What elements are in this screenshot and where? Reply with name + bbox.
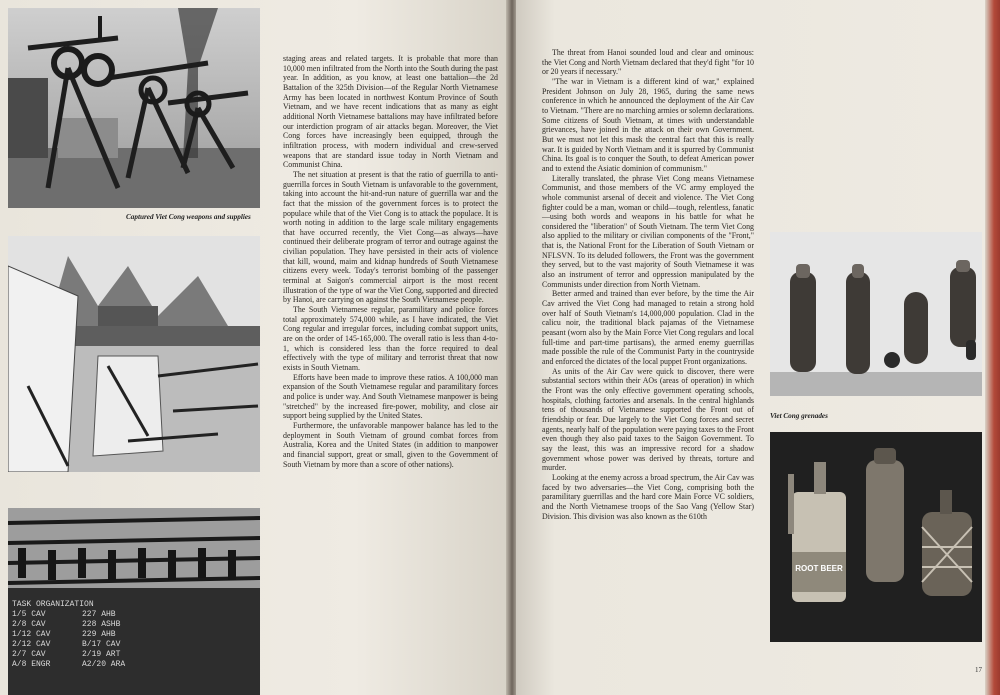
photo-viet-cong-grenades-top (770, 232, 982, 396)
paragraph: staging areas and related targets. It is probable that more than 10,000 men infiltrated from the North into the South during the past year. In addition, as you know, at least one battalion—the 2d Battalion of the 325th Division—of the Regular North Vietnamese Army has been located in northwest Kontum Province of South Vietnam, and we have recent indications that as many as eight additional North Vietnamese battalions may have infiltrated before our interdiction program of air attacks began. Moreover, the Viet Cong forces have increasingly been equipped, through the infiltration process, with modern individual and crew-served weapons that are standard issue today in North Vietnam and Communist China. (283, 54, 498, 170)
can-grenades-image (770, 432, 982, 642)
paragraph: The net situation at present is that the ratio of guerrilla to anti-guerrilla forces in South Vietnam is unfavorable to the government, taking into account the hit-and-run nature of guerrilla war and the fact that the mission of the government forces is to protect the populace while that of the Viet Cong is to attack the populace. It is worth noting in addition to the large scale military engagements that have occurred recently, the Viet Cong—as always—have continued their deliberate program of terror and outrage against the civilian population. They have persisted in their acts of violence that kill, wound, maim and kidnap hundreds of South Vietnamese citizens every week. Today's terrorist bombing of the passenger terminal at Saigon's commercial airport is the most recent illustration of the type of war the Viet Cong, supported and directed by Hanoi, are carrying on against the South Vietnamese people. (283, 169, 498, 305)
caption-viet-cong-grenades: Viet Cong grenades (770, 412, 828, 420)
board-unit: 1/5 CAV (12, 610, 46, 619)
left-text-column (283, 54, 498, 469)
right-text-column (542, 48, 754, 521)
board-unit: 1/12 CAV (12, 630, 51, 639)
stick-grenades-image (770, 232, 982, 396)
book-cover-edge (985, 0, 1000, 695)
board-unit: B/17 CAV (82, 640, 121, 649)
board-unit: 2/8 CAV (12, 620, 46, 629)
paragraph: Efforts have been made to improve these ratios. A 100,000 man expansion of the South Vietnamese regular and paramilitary forces and police is under way. And South Vietnamese manpower is being "stretched" by the increased fire-power, mobility, and close air support being supplied by the United States. (283, 372, 498, 421)
task-org-board-text (12, 600, 212, 670)
board-unit: 227 AHB (82, 610, 116, 619)
caption-captured-weapons: Captured Viet Cong weapons and supplies (126, 213, 251, 221)
right-page (516, 0, 1000, 695)
machine-guns-image (8, 8, 260, 208)
root-beer-can-label: ROOT BEER (795, 564, 843, 573)
board-unit: 228 ASHB (82, 620, 121, 629)
photo-task-organization-board (8, 508, 260, 695)
page-number: 17 (975, 666, 982, 674)
paragraph: The South Vietnamese regular, paramilitary and police forces total approximately 574,000 while, as I have indicated, the Viet Cong regular and irregular forces, including combat support units, are on the order of 145-165,000. The overall ratio is less than 4-to-1, which is considered less than the force required to deal effectively with the type of military and terrorist threat that now exists in South Vietnam. (283, 305, 498, 372)
board-unit: 2/12 CAV (12, 640, 51, 649)
board-unit: 2/7 CAV (12, 650, 46, 659)
paragraph: Better armed and trained than ever before, by the time the Air Cav arrived the Viet Cong had managed to retain a strong hold over half of South Vietnam's 14,000,000 population. Clad in the calicu noir, the traditional black pajamas of the Vietnamese peasant (worn also by the Main Force Viet Cong regulars and local full-time and part-time partisans), the armed enemy guerrillas made possible the rule of the Communist Party in the countryside and enforced the dictates of the local puppet Front organizations. (542, 289, 754, 366)
board-unit: A/8 ENGR (12, 660, 51, 669)
paragraph: As units of the Air Cav were quick to discover, there were substantial sectors within their AOs (areas of operation) in which the Front was the only effective government operating schools, hospitals, clothing factories and arsenals. In the central highlands tens of thousands of Vietnamese supported the Front out of friendship or fear. Due largely to the Viet Cong forces and secret agents, nearly half of the population were paying taxes to the Front even though they also paid taxes to the Saigon Government. To say the least, this was an impressive record for a shadow government whose power was derived by threats, torture and murder. (542, 366, 754, 473)
paragraph: Literally translated, the phrase Viet Cong means Vietnamese Communist, and those members of the VC army employed the whole communist arsenal of deceit and violence. The Viet Cong fighter could be a man, woman or child—tough, relentless, fanatic—using both words and weapons in his battle for what he considered the "liberation" of South Vietnam. The term Viet Cong also applied to the military or civilian components of the "Front," that is, the National Front for the Liberation of South Vietnam or NFLSVN. To its deluded followers, the Front was the government they served, but to the vast majority of South Vietnamese it was also an instrument of terror and oppression manipulated by the Communists under direction from North Vietnam. (542, 173, 754, 289)
board-row (12, 600, 212, 610)
photo-viet-cong-grenades-bottom (770, 432, 982, 642)
photo-captured-machine-guns (8, 8, 260, 208)
board-unit: A2/20 ARA (82, 660, 126, 669)
board-units (12, 610, 212, 670)
paragraph: "The war in Vietnam is a different kind of war," explained President Johnson on July 28, 1965, during the same news conference in which he announced the deployment of the Air Cav to Vietnam. "There are no marching armies or solemn declarations. Some citizens of South Vietnam, at times with understandable grievances, have joined in the attack on their own Government. But we must not let this mask the central fact that this is really war. It is guided by North Vietnam and it is spurred by Communist China. Its goal is to conquer the South, to defeat American power and to extend the Asiatic dominion of communism." (542, 76, 754, 173)
photo-weapons-display (8, 236, 260, 472)
board-unit: 229 AHB (82, 630, 116, 639)
weapons-display-image (8, 236, 260, 472)
board-title: TASK ORGANIZATION (12, 600, 94, 609)
paragraph: Furthermore, the unfavorable manpower balance has led to the deployment in South Vietnam of ground combat forces from Australia, Korea and the United States (in addition to manpower and financial support, great or small, given to the Government of South Vietnam by more than a score of other nations). (283, 420, 498, 469)
paragraph: Looking at the enemy across a broad spectrum, the Air Cav was faced by two adversaries—the Viet Cong, comprising both the paramilitary guerrillas and the hard core Main Force VC soldiers, and the North Vietnamese troops of the Sao Vang (Yellow Star) Division. This division was also known as the 610th (542, 472, 754, 521)
board-unit: 2/19 ART (82, 650, 121, 659)
paragraph: The threat from Hanoi sounded loud and clear and ominous: the Viet Cong and North Vietnam declared that they'd fight "for 10 or 20 years if necessary." (542, 48, 754, 77)
